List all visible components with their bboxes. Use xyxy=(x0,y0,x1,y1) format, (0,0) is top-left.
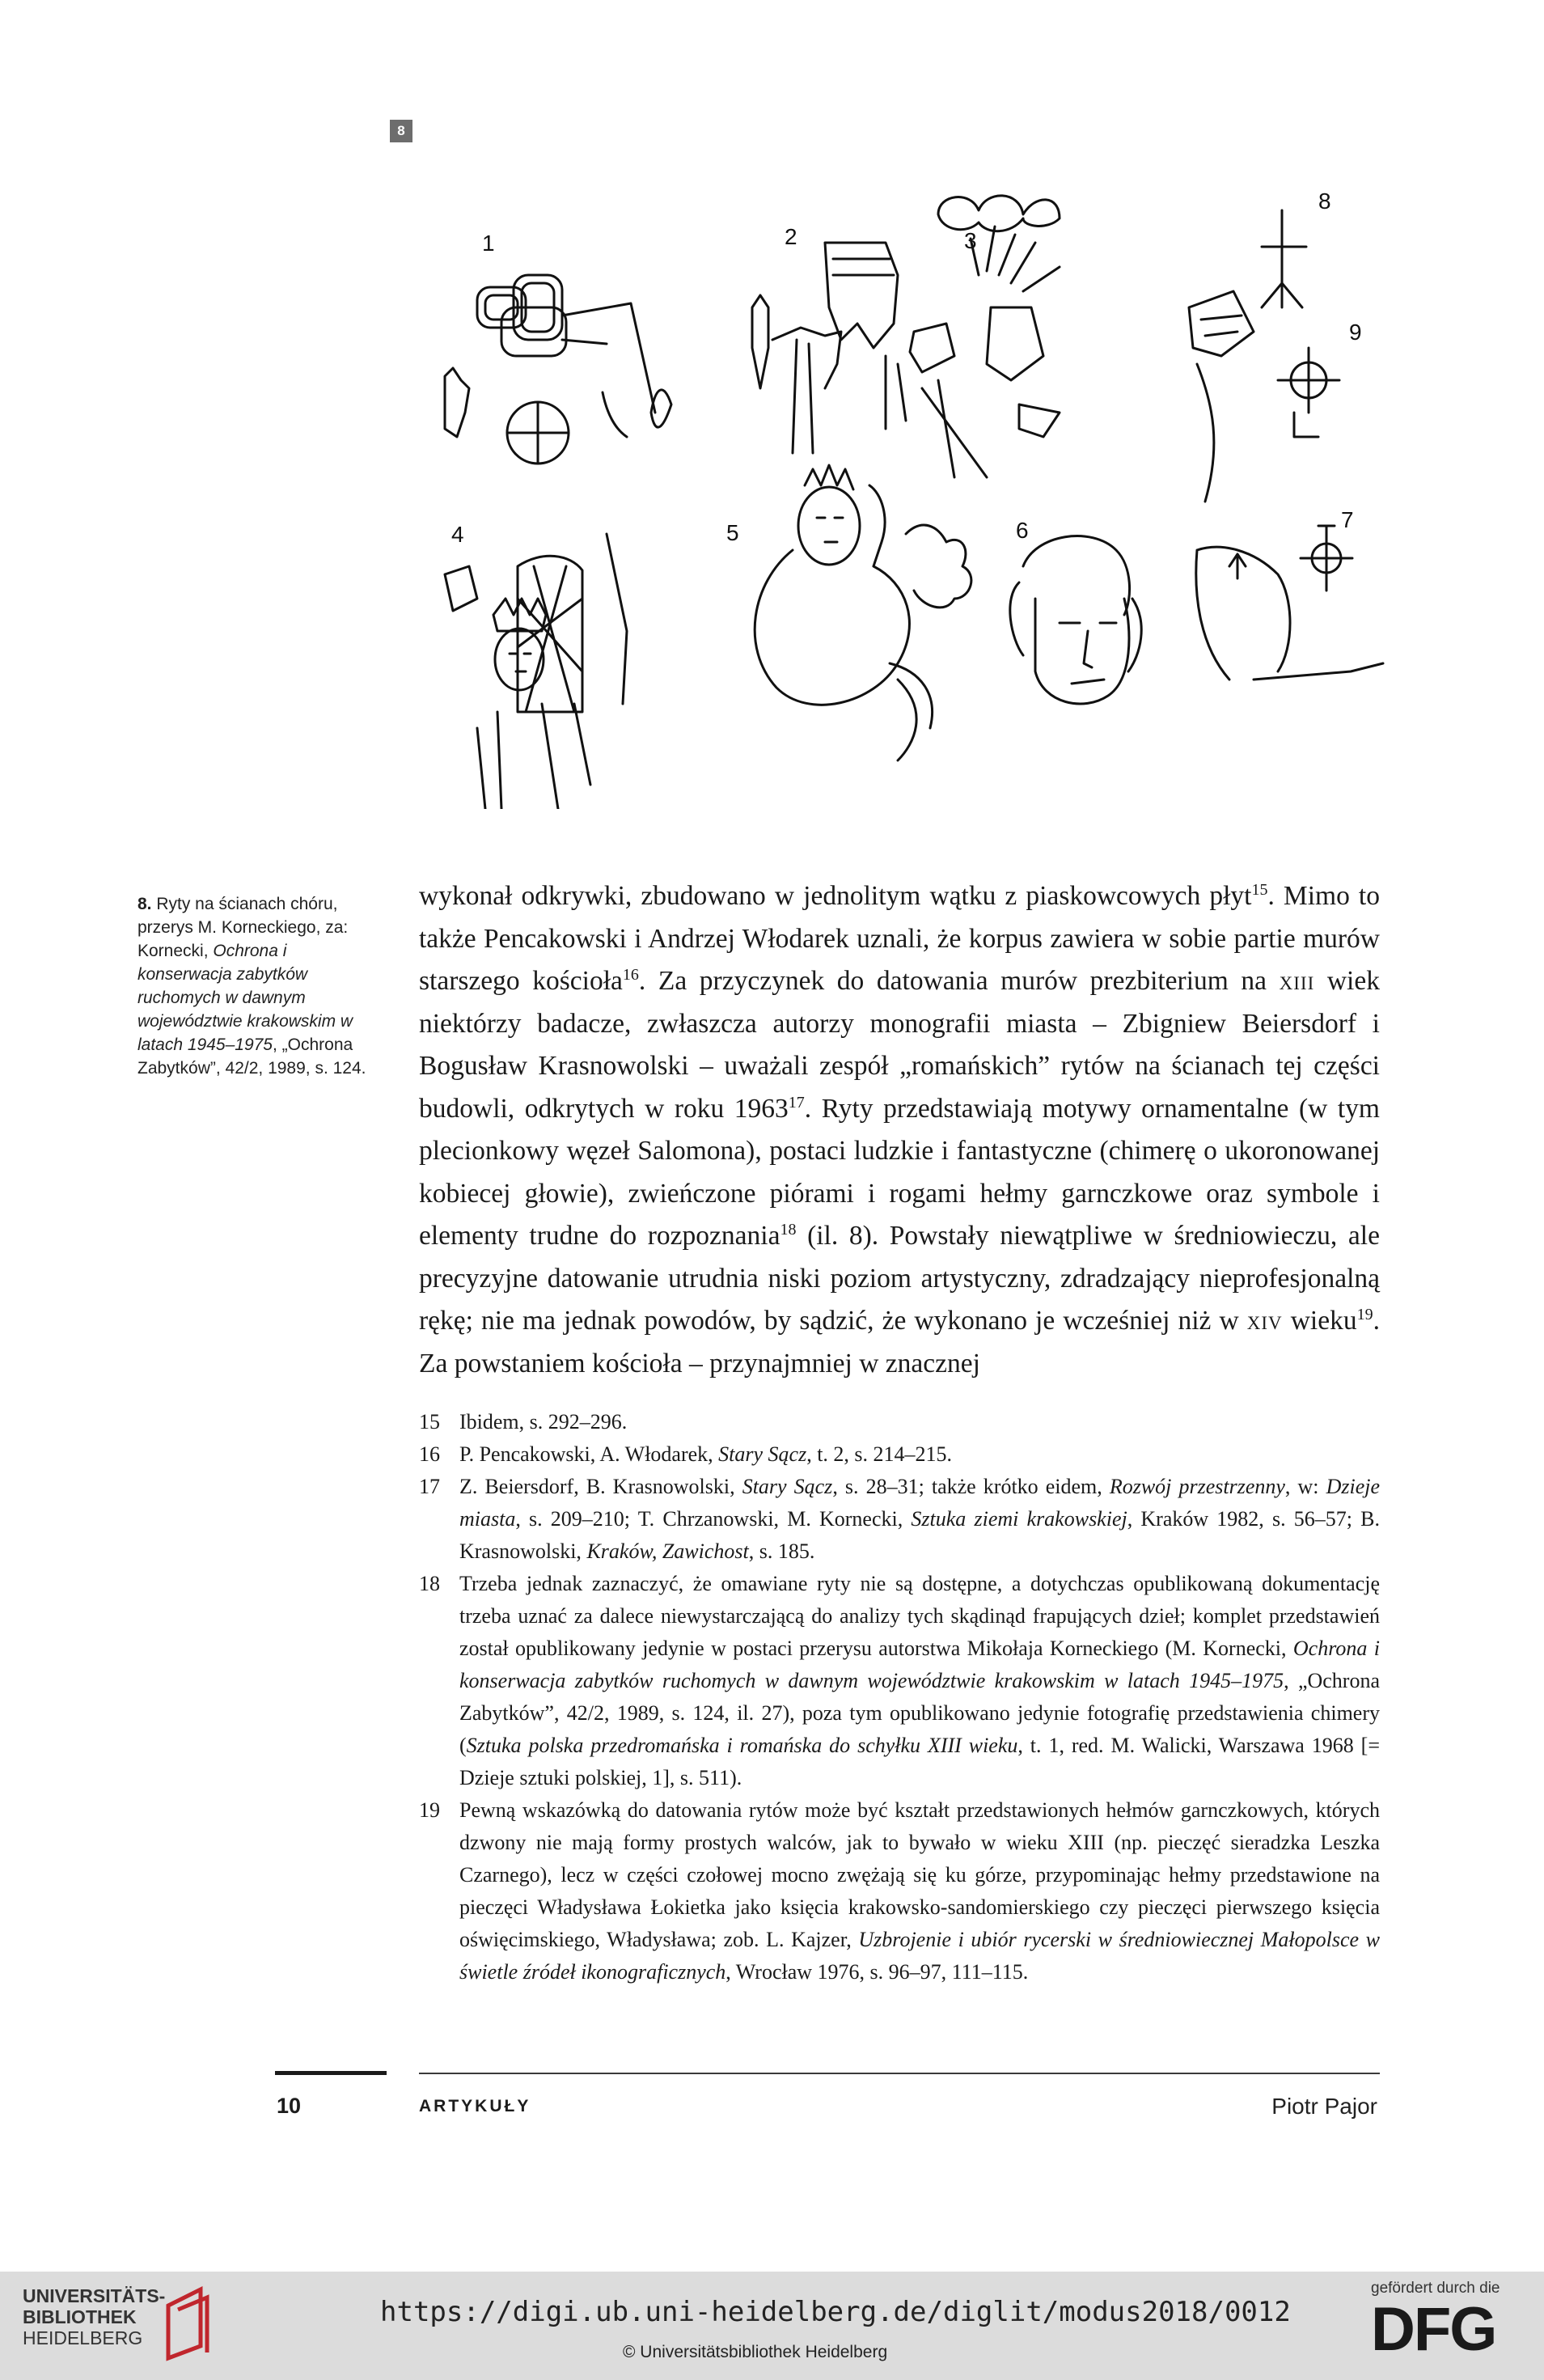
body-text-run: . Ryty przedstawiają motywy ornamentalne (w tym plecionkowy węzeł Salomona), postaci ludzkie i fantastyczne (chimerę o ukoronowanej kobiecej głowie), zwieńczone piórami i rogami hełmy garnczkowe oraz symbole i elementy trudne do rozpoznania xyxy=(419,1093,1380,1251)
body-text-run: wykonał odkrywki, zbudowano w jednolitym wątku z piaskowcowych płyt xyxy=(419,881,1252,911)
engraving-8-9 xyxy=(1189,210,1339,502)
library-name-line3: HEIDELBERG xyxy=(23,2327,143,2348)
engraving-1 xyxy=(445,275,671,464)
engraving-5 xyxy=(755,465,971,760)
footnote-ref-15: 15 xyxy=(1251,880,1268,899)
footnote-number: 18 xyxy=(419,1572,440,1595)
footnote-17 xyxy=(419,1471,1380,1568)
engraving-6 xyxy=(1010,536,1141,704)
footnote-text: Sztuka ziemi krakowskiej xyxy=(911,1507,1127,1531)
body-text-run: . Za przyczynek do datowania murów prezbiterium na xyxy=(638,966,1280,996)
author-name: Piotr Pajor xyxy=(1271,2094,1377,2119)
body-text-run: wiek niektórzy badacze, zwłaszcza autorzy monografii miasta – Zbigniew Beiersdorf i Bogusław Krasnowolski – uważali zespół „romańskich” rytów na ścianach tej części budowli, odkrytych w roku 1963 xyxy=(419,966,1380,1124)
footnote-text: Sztuka polska przedromańska i romańska do schyłku XIII wieku xyxy=(466,1734,1018,1757)
footnote-text: Rozwój przestrzenny xyxy=(1109,1475,1285,1498)
footnote-text: , w: xyxy=(1284,1475,1326,1498)
footer-rule-thick xyxy=(275,2071,387,2075)
panel-label-6: 6 xyxy=(1016,518,1029,543)
panel-label-2: 2 xyxy=(785,224,797,249)
footnote-ref-16: 16 xyxy=(622,965,639,984)
figure-engravings-drawing xyxy=(421,146,1415,809)
footnote-number: 19 xyxy=(419,1798,440,1822)
footnote-text: , s. 209–210; T. Chrzanowski, M. Kornecki, xyxy=(515,1507,912,1531)
footnote-text: , s. 185. xyxy=(748,1539,815,1563)
engraving-7 xyxy=(1196,526,1383,680)
footnote-text: Trzeba jednak zaznaczyć, że omawiane ryty nie są dostępne, a dotychczas opublikowaną dokumentację trzeba uznać za dalece niewystarczającą do analizy tych skądinąd frapujących dzieł; komplet przedstawień został opublikowany jedynie w postaci przerysu autorstwa Mikołaja Korneckiego (M. Kornecki, xyxy=(459,1572,1380,1660)
caption-text-2: , „Ochrona Zabytków”, 42/2, 1989, s. 124. xyxy=(137,1035,366,1078)
figure-number-badge: 8 xyxy=(390,120,412,142)
footnote-number: 16 xyxy=(419,1442,440,1466)
footnote-text: , „Ochrona Zabytków”, 42/2, 1989, s. 124, il. 27), poza tym opublikowano jedynie fotografię przedstawienia chimery ( xyxy=(459,1669,1380,1757)
library-logo-text[interactable] xyxy=(23,2285,165,2348)
caption-title: Ochrona i konserwacja zabytków ruchomych w dawnym województwie krakowskim w latach 1945–1975 xyxy=(137,942,353,1054)
footnote-ref-19: 19 xyxy=(1356,1305,1373,1323)
body-paragraph xyxy=(419,875,1380,1385)
footnote-text: P. Pencakowski, A. Włodarek, xyxy=(459,1442,719,1466)
footnote-text: Pewną wskazówką do datowania rytów może być kształt przedstawionych hełmów garnczkowych, których dzwony nie mają formy prostych walców, jak to bywało w wieku XIII (np. pieczęć sieradzka Leszka Czarnego), lecz w części czołowej mocno zwężają się ku górze, przypominając hełmy przedstawione na pieczęci Władysława Łokietka jako księcia krakowsko-sandomierskiego czy pieczęci pierwszego księcia oświęcimskiego, Władysława; zob. L. Kajzer, xyxy=(459,1798,1380,1951)
footnote-19 xyxy=(419,1794,1380,1988)
panel-label-1: 1 xyxy=(482,231,495,256)
section-title: ARTYKUŁY xyxy=(419,2097,531,2115)
footnote-text: Dzieje miasta xyxy=(459,1475,1380,1531)
footnote-text: Uzbrojenie i ubiór rycerski w średniowiecznej Małopolsce w świetle źródeł ikonograficznych xyxy=(459,1928,1380,1984)
footnote-18 xyxy=(419,1568,1380,1794)
footnote-text: Ochrona i konserwacja zabytków ruchomych w dawnym województwie krakowskim w latach 1945–1975 xyxy=(459,1637,1380,1692)
dfg-funding-note: gefördert durch die xyxy=(1371,2280,1500,2297)
footnote-text: Ibidem, s. 292–296. xyxy=(459,1410,628,1434)
library-name-line1: UNIVERSITÄTS- xyxy=(23,2285,166,2306)
page-number: 10 xyxy=(277,2094,302,2118)
panel-label-8: 8 xyxy=(1318,188,1331,214)
footnote-text: , t. 2, s. 214–215. xyxy=(806,1442,953,1466)
panel-label-9: 9 xyxy=(1349,320,1362,345)
footnote-number: 17 xyxy=(419,1475,440,1498)
footnote-ref-17: 17 xyxy=(788,1093,805,1112)
library-name-line2: BIBLIOTHEK xyxy=(23,2306,137,2327)
copyright-notice: © Universitätsbibliothek Heidelberg xyxy=(623,2343,888,2361)
body-text-run: wieku xyxy=(1282,1306,1357,1336)
panel-label-5: 5 xyxy=(726,520,739,545)
footnote-text: Stary Sącz xyxy=(742,1475,833,1498)
footnote-text: Stary Sącz xyxy=(718,1442,807,1466)
engraving-3 xyxy=(910,196,1060,477)
footnote-15 xyxy=(419,1406,1380,1438)
century-numeral: xiii xyxy=(1279,966,1315,996)
body-text-run: . Za powstaniem kościoła – przynajmniej w znacznej xyxy=(419,1306,1380,1378)
body-text-run: (il. 8). Powstały niewątpliwe w średniowieczu, ale precyzyjne datowanie utrudnia niski poziom artystyczny, zdradzający nieprofesjonalną rękę; nie ma jednak powodów, by sądzić, że wykonano je wcześniej niż w xyxy=(419,1221,1380,1336)
footnote-text: , Kraków 1982, s. 56–57; B. Krasnowolski, xyxy=(459,1507,1381,1563)
engraving-4 xyxy=(445,534,627,809)
footnote-number: 15 xyxy=(419,1410,440,1434)
footnote-text: Kraków, Zawichost xyxy=(586,1539,749,1563)
footnotes xyxy=(419,1406,1380,1988)
footnote-text: , Wrocław 1976, s. 96–97, 111–115. xyxy=(725,1960,1029,1984)
footnote-text: Z. Beiersdorf, B. Krasnowolski, xyxy=(459,1475,742,1498)
footer-rule xyxy=(419,2073,1380,2074)
footnote-ref-18: 18 xyxy=(780,1220,797,1239)
footnote-16 xyxy=(419,1438,1380,1471)
body-text-run: . Mimo to także Pencakowski i Andrzej Włodarek uznali, że korpus zawiera w sobie partie murów starszego kościoła xyxy=(419,881,1380,996)
dfg-logo[interactable]: DFG xyxy=(1371,2295,1496,2364)
panel-label-7: 7 xyxy=(1341,507,1354,532)
engraving-2 xyxy=(752,243,906,453)
library-logo-icon[interactable] xyxy=(160,2281,217,2362)
figure-caption xyxy=(137,892,380,1080)
panel-label-4: 4 xyxy=(451,522,464,547)
engravings-sketch xyxy=(421,146,1415,809)
caption-number: 8. xyxy=(137,895,152,913)
footnote-text: , s. 28–31; także krótko eidem, xyxy=(832,1475,1110,1498)
panel-label-3: 3 xyxy=(964,228,977,253)
caption-text-1: Ryty na ścianach chóru, przerys M. Korneckiego, za: Kornecki, xyxy=(137,895,349,960)
footnote-text: , t. 1, red. M. Walicki, Warszawa 1968 [= Dzieje sztuki polskiej, 1], s. 511). xyxy=(459,1734,1380,1789)
century-numeral: xiv xyxy=(1246,1306,1283,1336)
permalink-url[interactable]: https://digi.ub.uni-heidelberg.de/diglit/modus2018/0012 xyxy=(380,2296,1291,2328)
